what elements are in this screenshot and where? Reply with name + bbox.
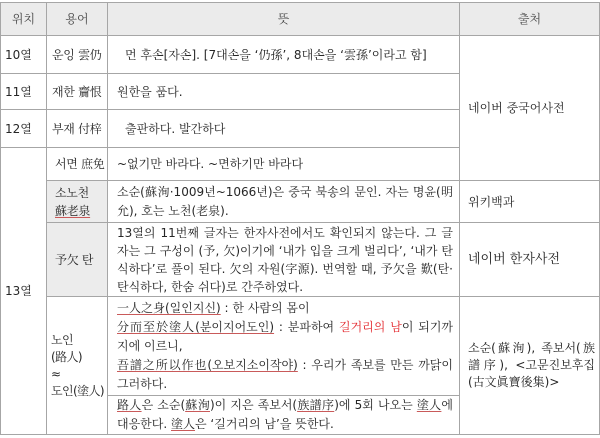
term-cell xyxy=(47,148,107,180)
header-position-label: 위치 xyxy=(11,12,36,26)
meaning-cell xyxy=(108,223,459,296)
quote-hanja: 一人之身(일인지신) xyxy=(117,300,221,315)
note-hanja: 族譜序 xyxy=(297,398,335,412)
term-cell-shaded xyxy=(47,181,107,222)
header-term xyxy=(47,3,107,35)
source-label: 네이버 중국어사전 xyxy=(468,101,565,115)
term-hanja: 蘇老泉 xyxy=(55,203,91,218)
term-hangul: 소노천 xyxy=(55,185,89,200)
meaning-text: 13열의 11번째 글자는 한자사전에서도 확인되지 않는다. 그 글자는 그 구성이 (予, 欠)이기에 ‘내가 입을 크게 벌리다’, ‘내가 탄식하다’로 풀이 된다. 欠의 자원(字源). 번역할 때, 予欠을 歎(탄·탄식하다, 한숨 쉬다)로 간주하였다. xyxy=(117,225,453,294)
source-cell-merged xyxy=(460,297,599,434)
quote-line xyxy=(117,299,453,318)
term-label: 予欠 탄 xyxy=(55,252,94,267)
meaning-cell xyxy=(108,148,459,180)
note-segment: 은 ‘길거리의 남’을 뜻한다. xyxy=(195,417,334,431)
note-segment: 에 대응한다. xyxy=(117,398,453,431)
quote-hanja: 吾譜之所以作也(오보지소이작야) xyxy=(117,357,298,372)
position-cell xyxy=(1,36,46,73)
position-label: 11열 xyxy=(5,84,32,99)
quote-gloss: 이 되기까지에 이르니, xyxy=(117,319,454,353)
position-label: 12열 xyxy=(5,121,32,136)
quote-line xyxy=(117,356,453,394)
quote-gloss: : 우리가 족보를 만든 까닭이 그러하다. xyxy=(117,357,453,391)
meaning-cell-note xyxy=(108,396,459,434)
meaning-text: ~없기만 바라다. ~면하기만 바라다 xyxy=(117,157,304,171)
term-cell-shaded xyxy=(47,223,107,296)
term-cell xyxy=(47,110,107,147)
quote-gloss: : 한 사람의 몸이 xyxy=(220,300,310,315)
quote-gloss: : 분파하여 xyxy=(274,319,339,334)
position-cell xyxy=(1,110,46,147)
approx-symbol: ≈ xyxy=(51,366,61,381)
term-line: (路人) xyxy=(51,349,82,364)
note-hanja: 塗人 xyxy=(416,398,442,412)
meaning-cell xyxy=(108,110,459,147)
source-label: 네이버 한자사전 xyxy=(468,251,561,267)
note-segment: )이 지은 족보서( xyxy=(210,398,298,412)
highlighted-phrase: 길거리의 남 xyxy=(339,319,402,334)
header-term-label: 용어 xyxy=(65,12,89,26)
meaning-text: 원한을 품다. xyxy=(117,84,183,99)
note-segment: )에 5회 나오는 xyxy=(334,398,417,412)
term-cell-merged xyxy=(47,297,107,434)
header-position xyxy=(1,3,46,35)
term-label: 재한 齎恨 xyxy=(52,84,102,99)
meaning-text: 먼 후손[자손]. [7대손을 ‘仍孫’, 8대손을 ‘雲孫’이라고 함] xyxy=(125,47,427,62)
meaning-text: 출판하다. 발간하다 xyxy=(125,121,226,136)
source-label: 위키백과 xyxy=(468,194,515,209)
term-cell xyxy=(47,36,107,73)
glossary-table xyxy=(0,2,600,435)
term-cell xyxy=(47,74,107,109)
position-label: 13열 xyxy=(5,284,32,298)
meaning-cell-quote xyxy=(108,297,459,395)
meaning-text: 소순(蘇洵·1009년~1066년)은 중국 북송의 문인. 자는 명윤(明允), 호는 노천(老泉). xyxy=(117,184,453,218)
note-hanja: 塗人 xyxy=(171,417,196,431)
source-cell xyxy=(460,181,599,222)
term-label: 운잉 雲仍 xyxy=(52,47,102,62)
source-cell xyxy=(460,223,599,296)
term-line: 노인 xyxy=(51,332,73,347)
note-hanja: 蘇洵 xyxy=(185,398,210,412)
header-source-label: 출처 xyxy=(517,12,542,26)
position-cell xyxy=(1,74,46,109)
meaning-cell xyxy=(108,181,459,222)
meaning-cell xyxy=(108,36,459,73)
quote-hanja: 分而至於塗人(분이지어도인) xyxy=(117,319,275,334)
quote-line xyxy=(117,318,453,356)
header-source xyxy=(460,3,599,35)
note-hanja: 路人 xyxy=(117,398,142,412)
meaning-cell xyxy=(108,74,459,109)
source-text: 소순(蘇洵), 족보서(族譜序), <고문진보후집(古文眞寶後集)> xyxy=(468,341,595,389)
note-segment: 은 소순( xyxy=(141,398,186,412)
header-meaning xyxy=(108,3,459,35)
note-text xyxy=(117,396,453,434)
term-label: 부재 付梓 xyxy=(52,121,102,136)
position-cell-merged xyxy=(1,148,46,434)
term-label: 서면 庶免 xyxy=(55,157,105,171)
header-meaning-label: 뜻 xyxy=(277,12,290,26)
source-cell-merged xyxy=(460,36,599,180)
position-label: 10열 xyxy=(5,47,32,62)
term-line: 도인(塗人) xyxy=(51,383,104,398)
